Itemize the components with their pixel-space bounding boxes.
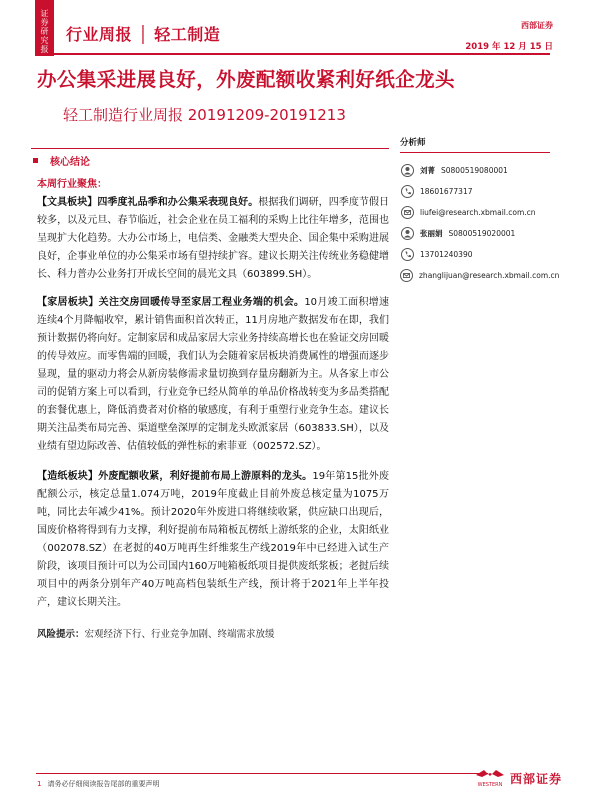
paragraph-furniture (37, 294, 389, 456)
analyst-row (400, 244, 550, 265)
analyst-email[interactable]: zhanglijuan@research.xbmail.com.cn (419, 271, 560, 280)
analyst-license: S0800519020001 (448, 229, 516, 238)
logo-text: 西部证券 (510, 771, 563, 786)
phone-icon (400, 248, 414, 262)
paragraph-text: 19年第15批外废配额公示，核定总量1.074万吨，2019年度截止目前外废总核定量为1075万吨，同比去年减少41%。预计2020年外废进口将继续收紧，供应缺口出现后，国废价格将得到有力支撑，利好提前布局箱板瓦楞纸上游纸浆的企业，太阳纸业（002078.SZ）在老挝的40万吨再生纤维浆生产线2019年中已经进入试生产阶段，该项目预计可以为公司国内160万吨箱板纸项目提供废纸浆板；老挝后续项目中的两条分别年产40万吨高档包装纸生产线，预计将于2021年上半年投产，建议长期关注。 (37, 471, 389, 608)
analyst-row (400, 181, 550, 202)
brand-logo (474, 767, 562, 789)
person-icon (400, 227, 414, 241)
risk-note (37, 626, 389, 640)
footer (37, 779, 159, 789)
analyst-row (400, 202, 550, 223)
paragraph-tag: 【文具板块】四季度礼品季和办公集采表现良好。 (37, 197, 259, 208)
side-report-tab (21, 0, 54, 56)
report-subtitle: 轻工制造行业周报 20191209-20191213 (63, 106, 346, 124)
person-icon (400, 164, 414, 178)
paragraph-text: 根据我们调研，四季度节假日较多，以及元旦、春节临近，社会企业在员工福利的采购上比往年增多，范围也呈现扩大化趋势。大办公市场上，电信类、金融类大型央企、国企集中采购进展良好，企事业单位的办公集采市场有望持续扩容。建议长期关注传统业务稳健增长、科力普办公业务打开成长空间的晨光文具（603899.SH）。 (37, 197, 390, 280)
side-tab-label: 证券研究报告 (21, 8, 49, 54)
paragraph-stationery (37, 194, 389, 284)
analyst-email[interactable]: liufei@research.xbmail.com.cn (420, 208, 536, 217)
paragraph-tag: 【造纸板块】外废配额收紧，利好提前布局上游原料的龙头。 (37, 471, 313, 482)
analyst-name: 张丽娟 (420, 229, 443, 238)
risk-label: 风险提示： (37, 629, 85, 640)
phone-icon (400, 185, 414, 199)
paragraph-paper (37, 468, 389, 612)
analyst-name: 刘菁 (420, 166, 435, 175)
analyst-row (400, 160, 550, 181)
brand-name: 西部证券 (521, 21, 553, 30)
report-category: 行业周报 │ 轻工制造 (66, 25, 221, 44)
report-title: 办公集采进展良好，外废配额收紧利好纸企龙头 (37, 68, 455, 91)
footer-divider (36, 773, 488, 774)
email-icon (400, 269, 413, 283)
section-bullet-icon (33, 158, 38, 163)
analyst-heading: 分析师 (400, 136, 550, 153)
email-icon (400, 206, 414, 220)
page-number: 1 (37, 780, 42, 788)
analyst-row (400, 223, 550, 244)
analyst-license: S0800519080001 (441, 166, 508, 175)
section-title: 核心结论 (50, 157, 90, 168)
section-header (31, 148, 389, 168)
report-date: 2019 年 12 月 15 日 (465, 42, 553, 52)
disclaimer-note: 请务必仔细阅读报告尾部的重要声明 (47, 780, 160, 788)
paragraph-text: 10月竣工面积增速连续4个月降幅收窄，累计销售面积首次转正，11月房地产数据发布在即，我们预计数据仍将向好。定制家居和成品家居大宗业务持续高增长也在验证交房回暖的传导效应。而零售端的回暖，我们认为会随着家居板块消费属性的增强而逐步显现，量的驱动力将会从新房装修需求量切换到存量房翻新为主。从各家上市公司的促销方案上可以看到，行业竞争已经从简单的单品价格战转变为多品类搭配的套餐优惠上，降低消费者对价格的敏感度，有利于重塑行业竞争生态。建议长期关注品类布局完善、渠道壁垒深厚的定制龙头欧派家居（603833.SH），以及业绩有望边际改善、估值较低的弹性标的索菲亚（002572.SZ）。 (37, 297, 390, 452)
logo-mark-icon (474, 767, 506, 789)
risk-text: 宏观经济下行、行业竞争加剧、终端需求放缓 (84, 629, 275, 640)
paragraph-tag: 【家居板块】关注交房回暖传导至家居工程业务端的机会。 (37, 297, 305, 308)
focus-label: 本周行业聚焦： (37, 179, 107, 190)
analyst-row (400, 265, 560, 286)
logo-subtext: WESTERN (477, 782, 503, 788)
header-divider (36, 53, 550, 55)
main-content (31, 148, 389, 640)
analyst-phone: 18601677317 (420, 187, 473, 196)
analyst-phone: 13701240390 (420, 250, 473, 259)
analyst-panel (400, 136, 560, 286)
